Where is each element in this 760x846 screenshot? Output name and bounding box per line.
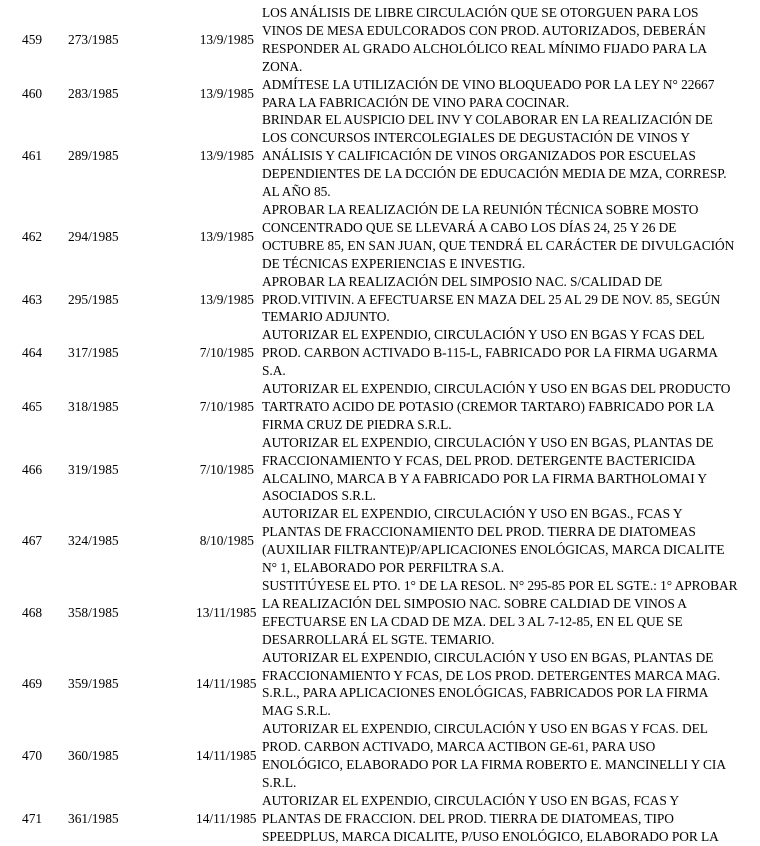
table-row xyxy=(0,505,760,577)
resolution-number: 361/1985 xyxy=(68,810,119,826)
row-number: 463 xyxy=(22,291,43,307)
resolution-description: APROBAR LA REALIZACIÓN DEL SIMPOSIO NAC. S/CALIDAD DE PROD.VITIVIN. A EFECTUARSE EN MAZA DEL 25 AL 29 DE NOV. 85, SEGÚN TEMARIO ADJUNTO. xyxy=(262,273,721,325)
resolution-date: 13/9/1985 xyxy=(199,228,254,244)
row-number: 467 xyxy=(22,533,43,549)
resolution-number: 289/1985 xyxy=(68,148,119,164)
resolution-date: 7/10/1985 xyxy=(199,461,254,477)
row-number: 466 xyxy=(22,461,43,477)
resolution-number: 360/1985 xyxy=(68,748,119,764)
resolution-description: AUTORIZAR EL EXPENDIO, CIRCULACIÓN Y USO EN BGAS Y FCAS. DEL PROD. CARBON ACTIVADO, MARCA ACTIBON GE-61, PARA USO ENOLÓGICO, ELABORADO POR LA FIRMA ROBERTO E. MANCINELLI Y CIA S.R.L. xyxy=(262,721,726,790)
resolution-number: 317/1985 xyxy=(68,345,119,361)
resolution-number: 318/1985 xyxy=(68,398,119,414)
table-row xyxy=(0,380,760,434)
resolution-description: AUTORIZAR EL EXPENDIO, CIRCULACIÓN Y USO EN BGAS Y FCAS DEL PROD. CARBON ACTIVADO B-115-L, FABRICADO POR LA FIRMA UGARMA S.A. xyxy=(262,327,718,379)
resolution-date: 7/10/1985 xyxy=(199,345,254,361)
resolution-description: LOS ANÁLISIS DE LIBRE CIRCULACIÓN QUE SE OTORGUEN PARA LOS VINOS DE MESA EDULCORADOS CON PROD. AUTORIZADOS, DEBERÁN RESPONDER AL GRADO ALCHOLÓLICO REAL MÍNIMO FIJADO PARA LA ZONA. xyxy=(262,5,708,74)
resolution-description: AUTORIZAR EL EXPENDIO, CIRCULACIÓN Y USO EN BGAS, FCAS Y PLANTAS DE FRACCION. DEL PROD. TIERRA DE DIATOMEAS, TIPO SPEEDPLUS, MARCA DICALITE, P/USO ENOLÓGICO, ELABORADO POR LA xyxy=(262,792,719,844)
resolution-number: 273/1985 xyxy=(68,31,119,47)
row-number: 469 xyxy=(22,676,43,692)
table-row xyxy=(0,76,760,112)
resolution-date: 13/9/1985 xyxy=(199,31,254,47)
table-row xyxy=(0,649,760,721)
resolution-number: 324/1985 xyxy=(68,533,119,549)
row-number: 460 xyxy=(22,85,43,101)
resolution-description: SUSTITÚYESE EL PTO. 1° DE LA RESOL. N° 295-85 POR EL SGTE.: 1° APROBAR LA REALIZACIÓN DEL SIMPOSIO NAC. SOBRE CALDIAD DE VINOS A EFECTUARSE EN LA CDAD DE MZA. DEL 3 AL 7-12-85, EN EL QUE SE DESARROLLARÁ EL SGTE. TEMARIO. xyxy=(262,578,738,647)
resolution-number: 358/1985 xyxy=(68,604,119,620)
resolution-date: 13/9/1985 xyxy=(199,148,254,164)
resolution-number: 319/1985 xyxy=(68,461,119,477)
table-row xyxy=(0,792,760,846)
resolution-description: APROBAR LA REALIZACIÓN DE LA REUNIÓN TÉCNICA SOBRE MOSTO CONCENTRADO QUE SE LLEVARÁ A CABO LOS DÍAS 24, 25 Y 26 DE OCTUBRE 85, EN SAN JUAN, QUE TENDRÁ EL CARÁCTER DE DIVULGACIÓN DE TÉCNICAS EXPERIENCIAS E INVESTIG. xyxy=(262,201,735,271)
resolution-number: 295/1985 xyxy=(68,291,119,307)
resolution-number: 294/1985 xyxy=(68,228,119,244)
table-row xyxy=(0,326,760,380)
resolution-description: AUTORIZAR EL EXPENDIO, CIRCULACIÓN Y USO EN BGAS, PLANTAS DE FRACCIONAMIENTO Y FCAS, DE LOS PROD. DETERGENTES MARCA MAG. S.R.L., PARA APLICACIONES ENOLÓGICAS, FABRICADOS POR LA FIRMA MAG S.R.L. xyxy=(262,649,721,719)
table-row xyxy=(0,434,760,506)
resolution-description: BRINDAR EL AUSPICIO DEL INV Y COLABORAR EN LA REALIZACIÓN DE LOS CONCURSOS INTERCOLEGIALES DE DEGUSTACIÓN DE VINOS Y ANÁLISIS Y CALIFICACIÓN DE VINOS ORGANIZADOS POR ESCUELAS DEPENDIENTES DE LA DCCIÓN DE EDUCACIÓN MEDIA DE MZA, CORRESP. AL AÑO 85. xyxy=(262,112,727,200)
row-number: 464 xyxy=(22,345,43,361)
resolution-number: 283/1985 xyxy=(68,85,119,101)
resolution-description: AUTORIZAR EL EXPENDIO, CIRCULACIÓN Y USO EN BGAS., FCAS Y PLANTAS DE FRACCIONAMIENTO DEL PROD. TIERRA DE DIATOMEAS (AUXILIAR FILTRANTE)P/APLICACIONES ENOLÓGICAS, MARCA DICALITE N° 1, ELABORADO POR PERFILTRA S.A. xyxy=(262,506,725,576)
resolutions-table-body xyxy=(0,4,760,846)
row-number: 462 xyxy=(22,228,43,244)
resolution-description: ADMÍTESE LA UTILIZACIÓN DE VINO BLOQUEADO POR LA LEY N° 22667 PARA LA FABRICACIÓN DE VINO PARA COCINAR. xyxy=(262,76,715,110)
resolution-description: AUTORIZAR EL EXPENDIO, CIRCULACIÓN Y USO EN BGAS, PLANTAS DE FRACCIONAMIENTO Y FCAS, DEL PROD. DETERGENTE BACTERICIDA ALCALINO, MARCA B Y A FABRICADO POR LA FIRMA BARTHOLOMAI Y ASOCIADOS S.R.L. xyxy=(262,434,714,504)
row-number: 470 xyxy=(22,748,43,764)
table-row xyxy=(0,4,760,76)
table-row xyxy=(0,111,760,201)
row-number: 459 xyxy=(22,31,43,47)
resolution-date: 13/9/1985 xyxy=(199,85,254,101)
resolution-date: 7/10/1985 xyxy=(199,398,254,414)
resolution-date: 8/10/1985 xyxy=(199,533,254,549)
resolution-number: 359/1985 xyxy=(68,676,119,692)
resolution-date: 14/11/1985 xyxy=(196,676,257,692)
resolution-date: 14/11/1985 xyxy=(196,810,257,826)
row-number: 461 xyxy=(22,148,43,164)
resolution-description: AUTORIZAR EL EXPENDIO, CIRCULACIÓN Y USO EN BGAS DEL PRODUCTO TARTRATO ACIDO DE POTASIO (CREMOR TARTARO) FABRICADO POR LA FIRMA CRUZ DE PIEDRA S.R.L. xyxy=(262,381,731,432)
table-row xyxy=(0,720,760,792)
resolution-date: 13/9/1985 xyxy=(199,291,254,307)
row-number: 468 xyxy=(22,604,43,620)
table-row xyxy=(0,577,760,649)
resolutions-table xyxy=(0,4,760,846)
table-row xyxy=(0,201,760,273)
table-row xyxy=(0,273,760,327)
resolution-date: 13/11/1985 xyxy=(196,604,257,620)
resolution-date: 14/11/1985 xyxy=(196,748,257,764)
row-number: 465 xyxy=(22,398,43,414)
row-number: 471 xyxy=(22,810,43,826)
